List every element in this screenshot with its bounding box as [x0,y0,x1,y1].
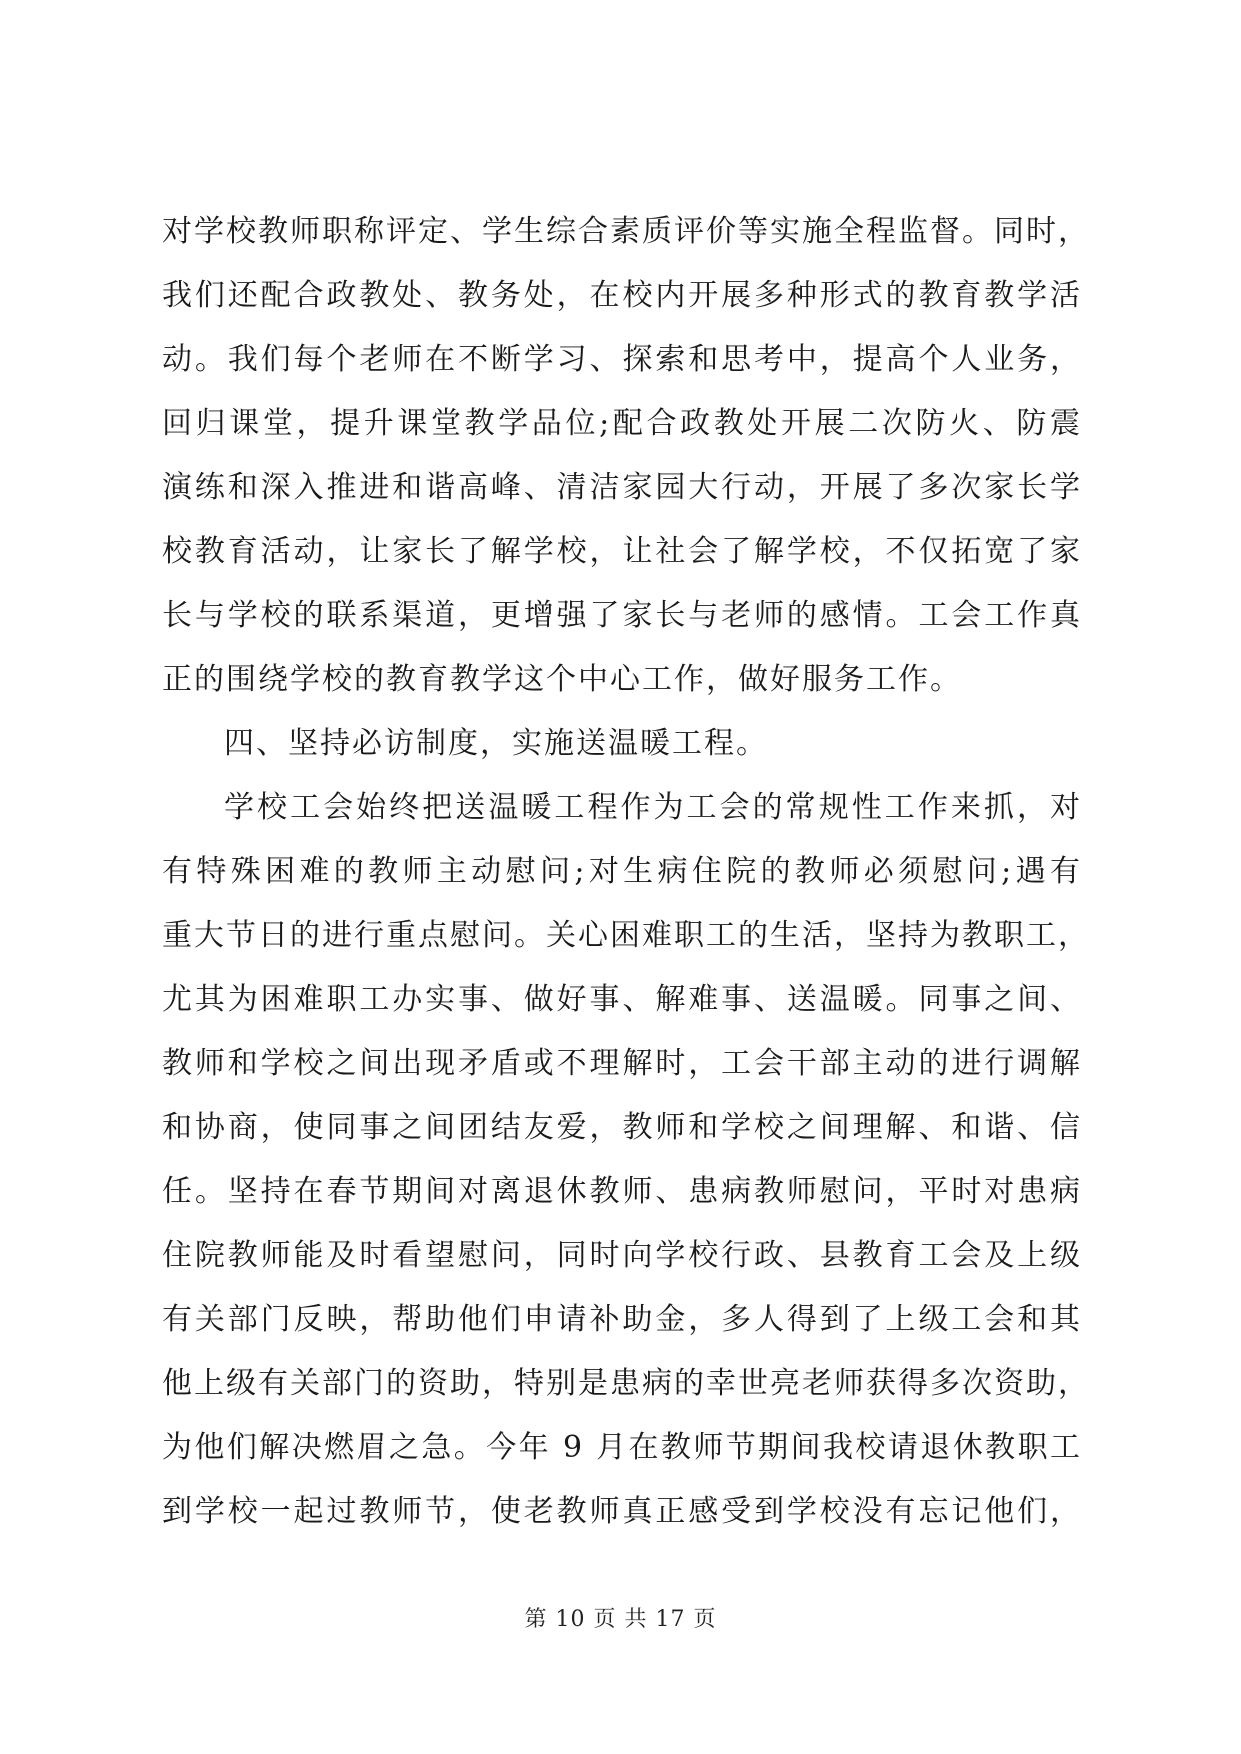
text-line: 学校工会始终把送温暖工程作为工会的常规性工作来抓，对 [224,790,1082,825]
text-line: 正的围绕学校的教育教学这个中心工作，做好服务工作。 [162,662,962,697]
text-line: 和协商，使同事之间团结友爱，教师和学校之间理解、和谐、信 [162,1110,1082,1145]
page-number-footer: 第 10 页 共 17 页 [524,1607,717,1632]
text-line: 动。我们每个老师在不断学习、探索和思考中，提高个人业务， [162,342,1082,377]
text-line: 住院教师能及时看望慰问，同时向学校行政、县教育工会及上级 [162,1238,1082,1273]
text-line: 教师和学校之间出现矛盾或不理解时，工会干部主动的进行调解 [162,1046,1082,1081]
section-heading: 四、坚持必访制度，实施送温暖工程。 [224,726,768,761]
text-line: 对学校教师职称评定、学生综合素质评价等实施全程监督。同时， [162,214,1090,249]
text-line: 尤其为困难职工办实事、做好事、解难事、送温暖。同事之间、 [162,982,1082,1017]
text-line: 重大节日的进行重点慰问。关心困难职工的生活，坚持为教职工， [162,918,1090,953]
text-line: 到学校一起过教师节，使老教师真正感受到学校没有忘记他们， [162,1494,1082,1529]
text-line: 任。坚持在春节期间对离退休教师、患病教师慰问，平时对患病 [162,1174,1082,1209]
text-line: 回归课堂，提升课堂教学品位;配合政教处开展二次防火、防震 [162,406,1082,441]
text-line: 有关部门反映，帮助他们申请补助金，多人得到了上级工会和其 [162,1302,1082,1337]
text-line: 长与学校的联系渠道，更增强了家长与老师的感情。工会工作真 [162,598,1082,633]
text-line: 演练和深入推进和谐高峰、清洁家园大行动，开展了多次家长学 [162,470,1082,505]
text-line: 他上级有关部门的资助，特别是患病的幸世亮老师获得多次资助， [162,1366,1090,1401]
text-line: 校教育活动，让家长了解学校，让社会了解学校，不仅拓宽了家 [162,534,1082,569]
text-line: 有特殊困难的教师主动慰问;对生病住院的教师必须慰问;遇有 [162,854,1082,889]
text-line: 为他们解决燃眉之急。今年 9 月在教师节期间我校请退休教职工 [162,1430,1082,1465]
document-body [162,200,1090,1544]
text-line: 我们还配合政教处、教务处，在校内开展多种形式的教育教学活 [162,278,1082,313]
